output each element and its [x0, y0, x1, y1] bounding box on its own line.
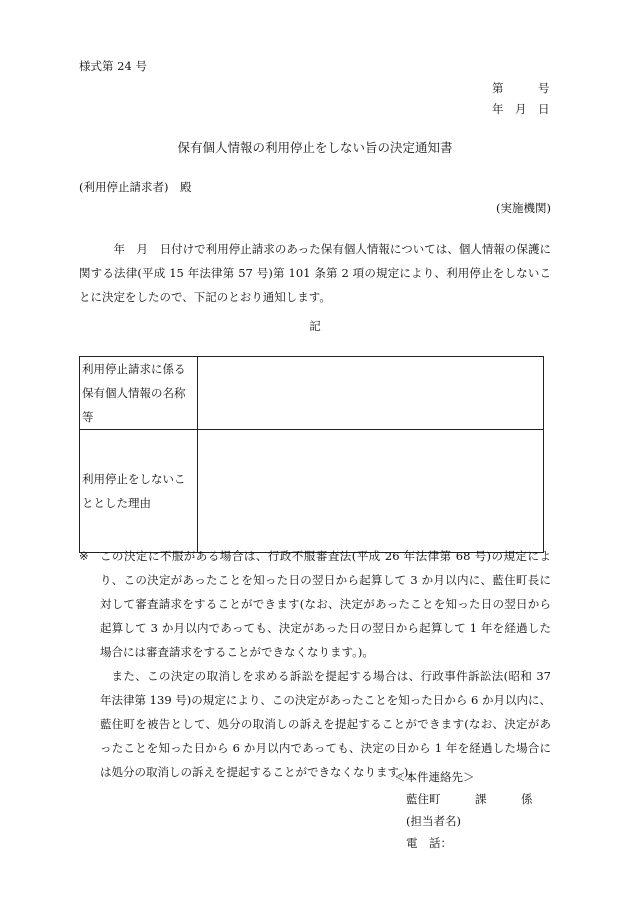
- contact-person: (担当者名): [406, 814, 461, 828]
- contact-heading: ＜本件連絡先＞: [394, 770, 475, 784]
- row2-value: [198, 430, 544, 553]
- body-text: [79, 237, 551, 309]
- contact-department: 藍住町 課 係: [406, 792, 533, 806]
- row2-label: 利用停止をしないこととした理由: [80, 430, 198, 553]
- implementing-agency: (実施機関): [496, 201, 551, 215]
- contact-phone: 電 話：: [406, 836, 452, 850]
- note-mark: ※: [79, 549, 89, 563]
- table-row: [80, 357, 544, 430]
- appeal-notes: [79, 544, 551, 784]
- body-paragraph: 年 月 日付けで利用停止請求のあった保有個人情報については、個人情報の保護に関する法律(平成 15 年法律第 57 号)第 101 条第 2 項の規定により、利用停止をしないことに決定をしたので、下記のとおり通知します。: [79, 242, 551, 304]
- row1-value: [198, 357, 544, 430]
- contact-block: [394, 766, 533, 854]
- row1-label: 利用停止請求に係る保有個人情報の名称等: [80, 357, 198, 430]
- form-number: 様式第 24 号: [79, 59, 147, 73]
- date-line: 年 月 日: [492, 102, 550, 116]
- ki-heading: 記: [309, 319, 321, 333]
- document-number-line: 第 号: [492, 81, 550, 95]
- table-row: [80, 430, 544, 553]
- info-table: [79, 356, 544, 553]
- document-title: 保有個人情報の利用停止をしない旨の決定通知書: [177, 140, 453, 155]
- note-paragraph-1: この決定に不服がある場合は、行政不服審査法(平成 26 年法律第 68 号)の規定により、この決定があったことを知った日の翌日から起算して 3 か月以内に、藍住町長に対して審査請求をすることができます(なお、決定があったことを知った日の翌日から起算して 3 か月以内であっても、決定があった日の翌日から起算して 1 年を経過した場合には審査請求をすることができなくなります。)。: [100, 549, 551, 659]
- addressee: (利用停止請求者) 殿: [79, 180, 192, 194]
- note-paragraph-2: また、この決定の取消しを求める訴訟を提起する場合は、行政事件訴訟法(昭和 37 年法律第 139 号)の規定により、この決定があったことを知った日から 6 か月以内に、藍住町を被告として、処分の取消しの訴えを提起することができます(なお、決定があったことを知った日から 6 か月以内であっても、決定の日から 1 年を経過した場合には処分の取消しの訴えを提起することができなくなります。)。: [100, 669, 551, 779]
